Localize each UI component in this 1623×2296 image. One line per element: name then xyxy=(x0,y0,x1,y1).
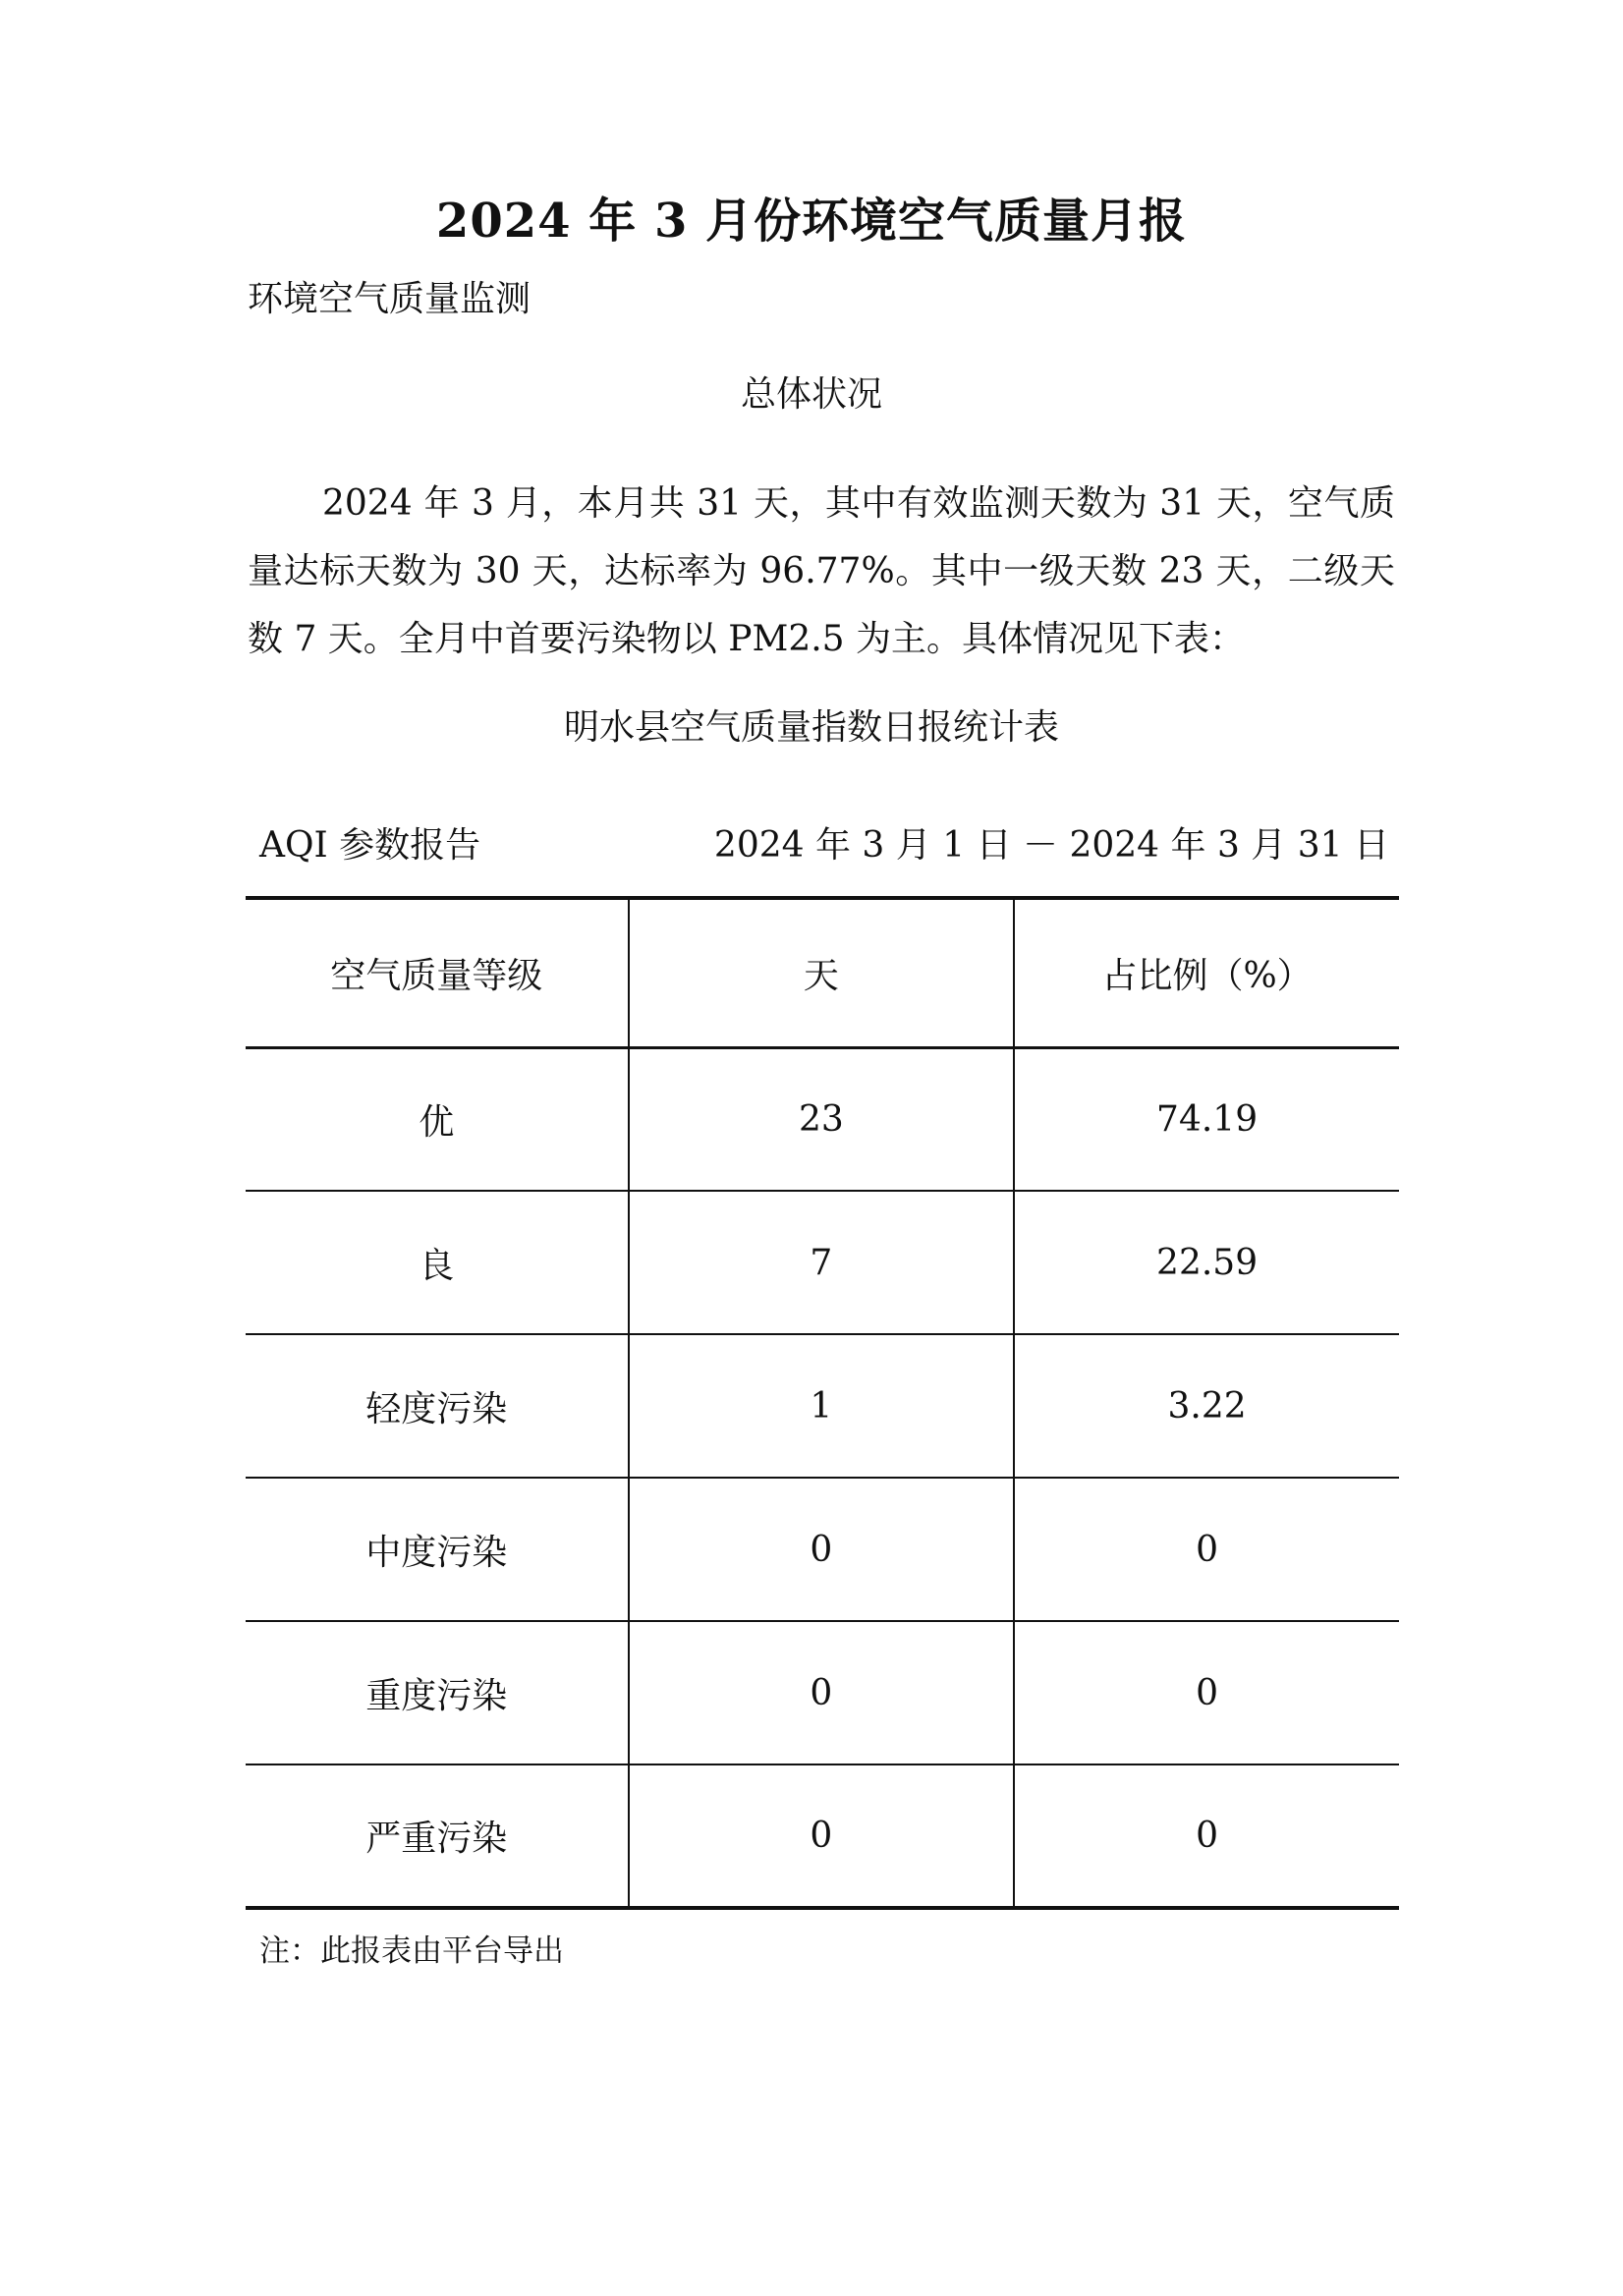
report-label: AQI 参数报告 xyxy=(259,825,481,866)
cell-days: 0 xyxy=(629,1764,1015,1908)
table-note: 注：此报表由平台导出 xyxy=(259,1933,564,1969)
section-heading: 环境空气质量监测 xyxy=(248,279,532,319)
table-header xyxy=(246,898,1399,1047)
cell-percentage: 0 xyxy=(1014,1621,1399,1764)
table-row xyxy=(246,1621,1399,1764)
table-row xyxy=(246,1191,1399,1334)
cell-level: 严重污染 xyxy=(246,1764,629,1908)
cell-percentage: 3.22 xyxy=(1014,1334,1399,1478)
cell-days: 23 xyxy=(629,1047,1015,1191)
sub-heading: 总体状况 xyxy=(740,374,882,415)
cell-level: 优 xyxy=(246,1047,629,1191)
cell-days: 0 xyxy=(629,1621,1015,1764)
cell-level: 重度污染 xyxy=(246,1621,629,1764)
table-row xyxy=(246,1047,1399,1191)
cell-days: 0 xyxy=(629,1478,1015,1621)
cell-percentage: 22.59 xyxy=(1014,1191,1399,1334)
cell-level: 良 xyxy=(246,1191,629,1334)
table-body xyxy=(246,1047,1399,1908)
report-period: 2024 年 3 月 1 日 － 2024 年 3 月 31 日 xyxy=(713,825,1389,866)
table-row xyxy=(246,1478,1399,1621)
cell-days: 7 xyxy=(629,1191,1015,1334)
table-row xyxy=(246,1334,1399,1478)
table-row xyxy=(246,1764,1399,1908)
table-caption: 明水县空气质量指数日报统计表 xyxy=(563,707,1059,748)
cell-days: 1 xyxy=(629,1334,1015,1478)
header-days: 天 xyxy=(629,898,1015,1047)
cell-percentage: 0 xyxy=(1014,1764,1399,1908)
aqi-table xyxy=(246,896,1399,1910)
page-title: 2024 年 3 月份环境空气质量月报 xyxy=(435,194,1188,249)
cell-percentage: 0 xyxy=(1014,1478,1399,1621)
header-air-quality-level: 空气质量等级 xyxy=(246,898,629,1047)
header-percentage: 占比例（%） xyxy=(1014,898,1399,1047)
table-header-row xyxy=(246,898,1399,1047)
cell-percentage: 74.19 xyxy=(1014,1047,1399,1191)
cell-level: 中度污染 xyxy=(246,1478,629,1621)
cell-level: 轻度污染 xyxy=(246,1334,629,1478)
summary-paragraph: 2024 年 3 月，本月共 31 天，其中有效监测天数为 31 天，空气质量达标天数为 30 天，达标率为 96.77%。其中一级天数 23 天，二级天数 7 天。全月中首要污染物以 PM2.5 为主。具体情况见下表： xyxy=(248,483,1395,659)
